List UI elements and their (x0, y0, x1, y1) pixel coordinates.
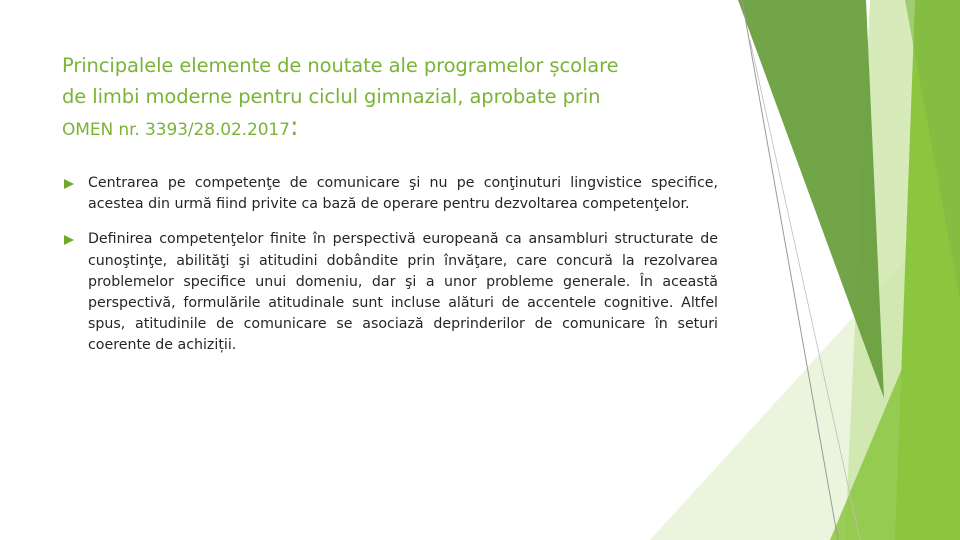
bullet-list (62, 173, 718, 371)
triangle-bullet-icon (64, 179, 74, 189)
bullet-text: Centrarea pe competenţe de comunicare şi nu pe conţinuturi lingvistice specifice, acestea din urmă fiind privite ca bază de operare pentru dezvoltarea competenţelor. (88, 175, 718, 213)
title-colon: : (289, 112, 299, 142)
title-line-1: Principalele elemente de noutate ale programelor școlare (62, 54, 619, 77)
bullet-item (62, 229, 718, 356)
bullet-text: Definirea competenţelor finite în perspectivă europeană ca ansambluri structurate de cunoştinţe, abilităţi şi atitudini dobândite prin învăţare, care concură la rezolvarea problemelor specifice unui domeniu, dar şi a unor probleme generale. În această perspectivă, formulările atitudinale sunt incluse alături de accentele cognitive. Altfel spus, atitudinile de comunicare se asociază deprinderilor de comunicare în seturi coerente de achiziții. (88, 231, 718, 354)
slide-title (62, 50, 742, 146)
title-line-2: de limbi moderne pentru ciclul gimnazial, aprobate prin (62, 85, 601, 108)
title-line-3: OMEN nr. 3393/28.02.2017 (62, 120, 290, 140)
triangle-bullet-icon (64, 235, 74, 245)
bullet-item (62, 173, 718, 215)
